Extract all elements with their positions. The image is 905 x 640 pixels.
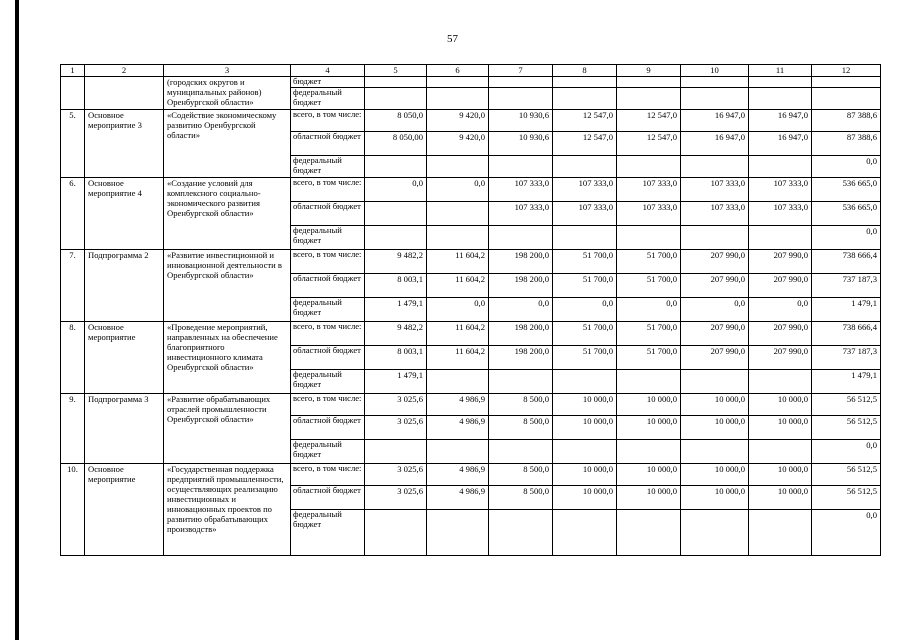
funding-source: всего, в том числе: xyxy=(291,322,365,346)
amount-cell xyxy=(365,202,427,226)
amount-cell xyxy=(553,440,617,464)
amount-cell xyxy=(812,88,881,110)
amount-cell: 738 666,4 xyxy=(812,322,881,346)
amount-cell xyxy=(553,156,617,178)
amount-cell: 51 700,0 xyxy=(553,250,617,274)
amount-cell: 12 547,0 xyxy=(617,132,681,156)
amount-cell: 10 000,0 xyxy=(553,416,617,440)
amount-cell: 9 420,0 xyxy=(427,132,489,156)
amount-cell xyxy=(553,510,617,556)
amount-cell: 10 000,0 xyxy=(617,464,681,486)
amount-cell: 1 479,1 xyxy=(812,298,881,322)
item-type: Основное мероприятие xyxy=(85,464,164,556)
amount-cell: 536 665,0 xyxy=(812,202,881,226)
amount-cell xyxy=(427,510,489,556)
amount-cell: 16 947,0 xyxy=(749,110,812,132)
amount-cell xyxy=(681,510,749,556)
funding-source: федеральный бюджет xyxy=(291,156,365,178)
column-number: 6 xyxy=(427,65,489,77)
amount-cell: 51 700,0 xyxy=(617,250,681,274)
amount-cell: 16 947,0 xyxy=(681,132,749,156)
amount-cell: 56 512,5 xyxy=(812,416,881,440)
amount-cell xyxy=(617,226,681,250)
amount-cell: 0,0 xyxy=(812,440,881,464)
row-number: 8. xyxy=(61,322,85,394)
amount-cell: 11 604,2 xyxy=(427,346,489,370)
funding-source: всего, в том числе: xyxy=(291,250,365,274)
amount-cell xyxy=(749,156,812,178)
amount-cell: 0,0 xyxy=(812,510,881,556)
column-number: 5 xyxy=(365,65,427,77)
amount-cell: 1 479,1 xyxy=(365,370,427,394)
amount-cell xyxy=(749,370,812,394)
funding-source: областной бюджет xyxy=(291,486,365,510)
amount-cell xyxy=(489,226,553,250)
amount-cell xyxy=(681,226,749,250)
amount-cell: 207 990,0 xyxy=(749,250,812,274)
amount-cell xyxy=(365,440,427,464)
amount-cell: 10 000,0 xyxy=(681,416,749,440)
amount-cell: 207 990,0 xyxy=(749,274,812,298)
table-row xyxy=(61,394,881,416)
amount-cell: 207 990,0 xyxy=(681,274,749,298)
amount-cell: 3 025,6 xyxy=(365,394,427,416)
page-number: 57 xyxy=(447,33,458,45)
amount-cell xyxy=(749,510,812,556)
row-number xyxy=(61,77,85,110)
amount-cell: 0,0 xyxy=(489,298,553,322)
amount-cell: 0,0 xyxy=(365,178,427,202)
amount-cell: 107 333,0 xyxy=(617,178,681,202)
funding-source: федеральный бюджет xyxy=(291,510,365,556)
amount-cell: 0,0 xyxy=(749,298,812,322)
amount-cell: 107 333,0 xyxy=(489,202,553,226)
column-number: 3 xyxy=(164,65,291,77)
amount-cell xyxy=(617,156,681,178)
amount-cell: 51 700,0 xyxy=(617,274,681,298)
item-name: «Создание условий для комплексного социально-экономического развития Оренбургской области» xyxy=(164,178,291,250)
amount-cell xyxy=(489,510,553,556)
item-type: Основное мероприятие xyxy=(85,322,164,394)
amount-cell: 198 200,0 xyxy=(489,322,553,346)
amount-cell xyxy=(553,226,617,250)
amount-cell: 8 500,0 xyxy=(489,394,553,416)
funding-source: всего, в том числе: xyxy=(291,178,365,202)
funding-source: федеральный бюджет xyxy=(291,226,365,250)
row-number: 9. xyxy=(61,394,85,464)
amount-cell: 8 500,0 xyxy=(489,486,553,510)
amount-cell: 107 333,0 xyxy=(617,202,681,226)
amount-cell xyxy=(617,510,681,556)
amount-cell: 3 025,6 xyxy=(365,416,427,440)
amount-cell xyxy=(681,370,749,394)
amount-cell: 10 930,6 xyxy=(489,110,553,132)
amount-cell: 12 547,0 xyxy=(617,110,681,132)
amount-cell: 4 986,9 xyxy=(427,486,489,510)
table-row xyxy=(61,250,881,274)
table-row xyxy=(61,322,881,346)
amount-cell: 198 200,0 xyxy=(489,346,553,370)
amount-cell xyxy=(489,156,553,178)
amount-cell: 8 500,0 xyxy=(489,464,553,486)
amount-cell: 107 333,0 xyxy=(749,178,812,202)
amount-cell xyxy=(489,370,553,394)
amount-cell xyxy=(365,510,427,556)
amount-cell: 8 003,1 xyxy=(365,274,427,298)
amount-cell: 207 990,0 xyxy=(681,250,749,274)
amount-cell: 9 482,2 xyxy=(365,322,427,346)
amount-cell xyxy=(749,88,812,110)
item-type xyxy=(85,77,164,110)
amount-cell: 10 000,0 xyxy=(749,394,812,416)
item-name: «Развитие обрабатывающих отраслей промышленности Оренбургской области» xyxy=(164,394,291,464)
amount-cell: 56 512,5 xyxy=(812,486,881,510)
amount-cell: 9 420,0 xyxy=(427,110,489,132)
funding-source: бюджет xyxy=(291,77,365,88)
row-number: 6. xyxy=(61,178,85,250)
amount-cell xyxy=(427,156,489,178)
amount-cell xyxy=(365,88,427,110)
header-row xyxy=(61,65,881,77)
amount-cell: 536 665,0 xyxy=(812,178,881,202)
column-number: 4 xyxy=(291,65,365,77)
amount-cell xyxy=(553,77,617,88)
budget-table xyxy=(60,64,881,556)
amount-cell: 11 604,2 xyxy=(427,274,489,298)
amount-cell xyxy=(427,370,489,394)
amount-cell: 11 604,2 xyxy=(427,322,489,346)
column-number: 2 xyxy=(85,65,164,77)
amount-cell: 8 003,1 xyxy=(365,346,427,370)
table-row xyxy=(61,178,881,202)
funding-source: всего, в том числе: xyxy=(291,394,365,416)
amount-cell: 10 000,0 xyxy=(681,486,749,510)
amount-cell: 8 050,0 xyxy=(365,110,427,132)
table-row xyxy=(61,464,881,486)
funding-source: областной бюджет xyxy=(291,346,365,370)
column-number: 1 xyxy=(61,65,85,77)
amount-cell: 3 025,6 xyxy=(365,486,427,510)
amount-cell: 0,0 xyxy=(427,178,489,202)
amount-cell xyxy=(553,88,617,110)
item-name: «Содействие экономическому развитию Оренбургской области» xyxy=(164,110,291,178)
amount-cell: 4 986,9 xyxy=(427,464,489,486)
amount-cell xyxy=(427,440,489,464)
amount-cell: 3 025,6 xyxy=(365,464,427,486)
item-name: (городских округов и муниципальных районов) Оренбургской области» xyxy=(164,77,291,110)
column-number: 9 xyxy=(617,65,681,77)
amount-cell: 56 512,5 xyxy=(812,394,881,416)
amount-cell: 10 000,0 xyxy=(553,464,617,486)
item-name: «Проведение мероприятий, направленных на обеспечение благоприятного инвестиционного климата Оренбургской области» xyxy=(164,322,291,394)
funding-source: областной бюджет xyxy=(291,416,365,440)
amount-cell: 51 700,0 xyxy=(553,322,617,346)
amount-cell xyxy=(365,77,427,88)
amount-cell xyxy=(617,77,681,88)
item-type: Подпрограмма 2 xyxy=(85,250,164,322)
amount-cell: 8 500,0 xyxy=(489,416,553,440)
funding-source: федеральный бюджет xyxy=(291,298,365,322)
amount-cell: 738 666,4 xyxy=(812,250,881,274)
amount-cell: 11 604,2 xyxy=(427,250,489,274)
amount-cell: 0,0 xyxy=(553,298,617,322)
amount-cell xyxy=(617,440,681,464)
amount-cell: 0,0 xyxy=(427,298,489,322)
amount-cell xyxy=(427,202,489,226)
column-number: 12 xyxy=(812,65,881,77)
amount-cell xyxy=(681,88,749,110)
amount-cell xyxy=(749,226,812,250)
amount-cell: 1 479,1 xyxy=(812,370,881,394)
amount-cell xyxy=(617,88,681,110)
amount-cell: 107 333,0 xyxy=(681,202,749,226)
amount-cell: 51 700,0 xyxy=(617,346,681,370)
amount-cell xyxy=(427,226,489,250)
funding-source: федеральный бюджет xyxy=(291,88,365,110)
amount-cell xyxy=(427,77,489,88)
amount-cell xyxy=(749,77,812,88)
item-name: «Государственная поддержка предприятий промышленности, осуществляющих реализацию инвестиционных и инновационных проектов по развитию обрабатывающих производств» xyxy=(164,464,291,556)
amount-cell: 207 990,0 xyxy=(749,322,812,346)
table-row xyxy=(61,110,881,132)
amount-cell: 0,0 xyxy=(812,226,881,250)
amount-cell: 0,0 xyxy=(681,298,749,322)
amount-cell: 51 700,0 xyxy=(617,322,681,346)
funding-source: областной бюджет xyxy=(291,274,365,298)
amount-cell: 10 000,0 xyxy=(681,394,749,416)
amount-cell: 10 000,0 xyxy=(617,394,681,416)
amount-cell: 10 000,0 xyxy=(553,486,617,510)
amount-cell: 87 388,6 xyxy=(812,110,881,132)
amount-cell: 9 482,2 xyxy=(365,250,427,274)
amount-cell: 10 000,0 xyxy=(749,486,812,510)
row-number: 7. xyxy=(61,250,85,322)
funding-source: федеральный бюджет xyxy=(291,370,365,394)
amount-cell: 10 000,0 xyxy=(681,464,749,486)
page-edge-bar xyxy=(15,0,19,640)
amount-cell: 8 050,00 xyxy=(365,132,427,156)
amount-cell: 107 333,0 xyxy=(489,178,553,202)
item-type: Основное мероприятие 4 xyxy=(85,178,164,250)
item-name: «Развитие инвестиционной и инновационной деятельности в Оренбургской области» xyxy=(164,250,291,322)
item-type: Основное мероприятие 3 xyxy=(85,110,164,178)
amount-cell xyxy=(365,156,427,178)
amount-cell: 1 479,1 xyxy=(365,298,427,322)
amount-cell xyxy=(617,370,681,394)
amount-cell: 207 990,0 xyxy=(749,346,812,370)
funding-source: всего, в том числе: xyxy=(291,464,365,486)
funding-source: областной бюджет xyxy=(291,132,365,156)
amount-cell: 12 547,0 xyxy=(553,110,617,132)
funding-source: федеральный бюджет xyxy=(291,440,365,464)
amount-cell: 198 200,0 xyxy=(489,274,553,298)
amount-cell: 10 000,0 xyxy=(617,486,681,510)
column-number: 10 xyxy=(681,65,749,77)
amount-cell xyxy=(427,88,489,110)
amount-cell: 51 700,0 xyxy=(553,346,617,370)
amount-cell: 107 333,0 xyxy=(553,178,617,202)
amount-cell: 16 947,0 xyxy=(749,132,812,156)
amount-cell: 107 333,0 xyxy=(681,178,749,202)
amount-cell: 10 000,0 xyxy=(749,464,812,486)
funding-source: областной бюджет xyxy=(291,202,365,226)
amount-cell xyxy=(489,88,553,110)
amount-cell: 0,0 xyxy=(812,156,881,178)
column-number: 7 xyxy=(489,65,553,77)
amount-cell: 4 986,9 xyxy=(427,394,489,416)
amount-cell xyxy=(681,77,749,88)
amount-cell xyxy=(553,370,617,394)
amount-cell: 207 990,0 xyxy=(681,346,749,370)
amount-cell: 12 547,0 xyxy=(553,132,617,156)
amount-cell xyxy=(681,440,749,464)
amount-cell: 207 990,0 xyxy=(681,322,749,346)
amount-cell: 737 187,3 xyxy=(812,346,881,370)
amount-cell: 107 333,0 xyxy=(553,202,617,226)
amount-cell xyxy=(489,77,553,88)
amount-cell: 87 388,6 xyxy=(812,132,881,156)
amount-cell: 10 930,6 xyxy=(489,132,553,156)
amount-cell: 10 000,0 xyxy=(553,394,617,416)
amount-cell: 737 187,3 xyxy=(812,274,881,298)
column-number: 11 xyxy=(749,65,812,77)
item-type: Подпрограмма 3 xyxy=(85,394,164,464)
column-number: 8 xyxy=(553,65,617,77)
funding-source: всего, в том числе: xyxy=(291,110,365,132)
row-number: 10. xyxy=(61,464,85,556)
amount-cell: 16 947,0 xyxy=(681,110,749,132)
amount-cell xyxy=(812,77,881,88)
amount-cell: 51 700,0 xyxy=(553,274,617,298)
amount-cell: 0,0 xyxy=(617,298,681,322)
table-body xyxy=(61,65,881,556)
amount-cell xyxy=(365,226,427,250)
amount-cell: 198 200,0 xyxy=(489,250,553,274)
amount-cell: 56 512,5 xyxy=(812,464,881,486)
table-row xyxy=(61,77,881,88)
amount-cell: 10 000,0 xyxy=(749,416,812,440)
row-number: 5. xyxy=(61,110,85,178)
amount-cell: 107 333,0 xyxy=(749,202,812,226)
amount-cell xyxy=(749,440,812,464)
amount-cell: 10 000,0 xyxy=(617,416,681,440)
amount-cell xyxy=(681,156,749,178)
amount-cell xyxy=(489,440,553,464)
amount-cell: 4 986,9 xyxy=(427,416,489,440)
